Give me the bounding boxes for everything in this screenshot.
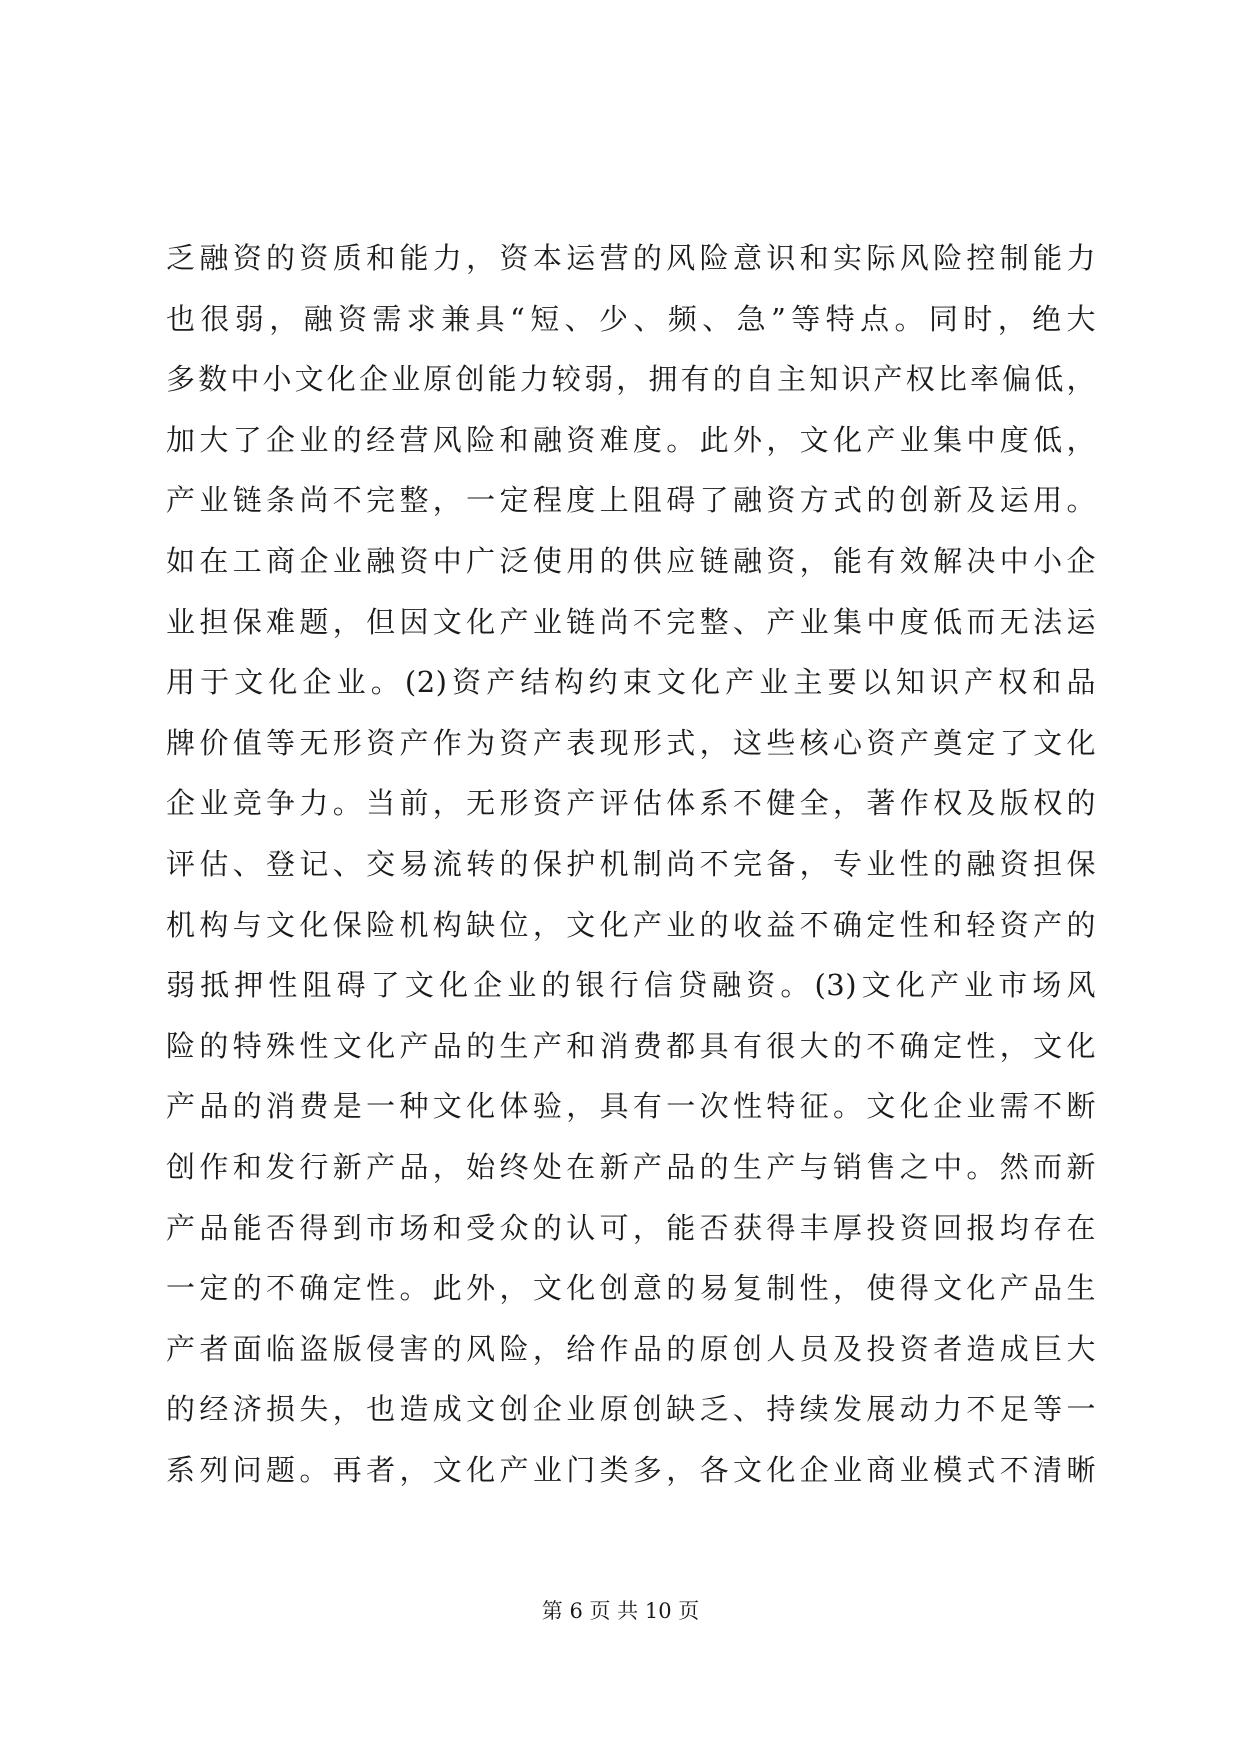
- text-line: 创作和发行新产品，始终处在新产品的生产与销售之中。然而新: [166, 1149, 1096, 1184]
- text-line: 加大了企业的经营风险和融资难度。此外，文化产业集中度低，: [166, 422, 1096, 457]
- text-line: 评估、登记、交易流转的保护机制尚不完备，专业性的融资担保: [166, 846, 1096, 881]
- body-text: [166, 228, 1096, 1500]
- text-line: 业担保难题，但因文化产业链尚不完整、产业集中度低而无法运: [166, 604, 1096, 639]
- text-line: 产品的消费是一种文化体验，具有一次性特征。文化企业需不断: [166, 1089, 1096, 1124]
- text-line: 机构与文化保险机构缺位，文化产业的收益不确定性和轻资产的: [166, 907, 1096, 942]
- text-line: 产品能否得到市场和受众的认可，能否获得丰厚投资回报均存在: [166, 1210, 1096, 1245]
- text-line: 的经济损失，也造成文创企业原创缺乏、持续发展动力不足等一: [166, 1392, 1096, 1427]
- text-line: 也很弱，融资需求兼具“短、少、频、急”等特点。同时，绝大: [166, 301, 1096, 336]
- text-line: 一定的不确定性。此外，文化创意的易复制性，使得文化产品生: [166, 1271, 1096, 1306]
- text-line: 弱抵押性阻碍了文化企业的银行信贷融资。(3)文化产业市场风: [166, 968, 1096, 1003]
- text-line: 企业竞争力。当前，无形资产评估体系不健全，著作权及版权的: [166, 786, 1096, 821]
- text-line: 如在工商企业融资中广泛使用的供应链融资，能有效解决中小企: [166, 543, 1096, 578]
- text-line: 用于文化企业。(2)资产结构约束文化产业主要以知识产权和品: [166, 665, 1096, 700]
- text-line: 险的特殊性文化产品的生产和消费都具有很大的不确定性，文化: [166, 1028, 1096, 1063]
- text-line: 牌价值等无形资产作为资产表现形式，这些核心资产奠定了文化: [166, 725, 1096, 760]
- page-footer: 第 6 页 共 10 页: [541, 1599, 700, 1623]
- text-line: 多数中小文化企业原创能力较弱，拥有的自主知识产权比率偏低，: [166, 362, 1096, 397]
- text-line: 产业链条尚不完整，一定程度上阻碍了融资方式的创新及运用。: [166, 483, 1096, 518]
- text-line: 乏融资的资质和能力，资本运营的风险意识和实际风险控制能力: [166, 241, 1096, 275]
- text-line: 系列问题。再者，文化产业门类多，各文化企业商业模式不清晰: [166, 1452, 1096, 1487]
- text-line: 产者面临盗版侵害的风险，给作品的原创人员及投资者造成巨大: [166, 1331, 1096, 1366]
